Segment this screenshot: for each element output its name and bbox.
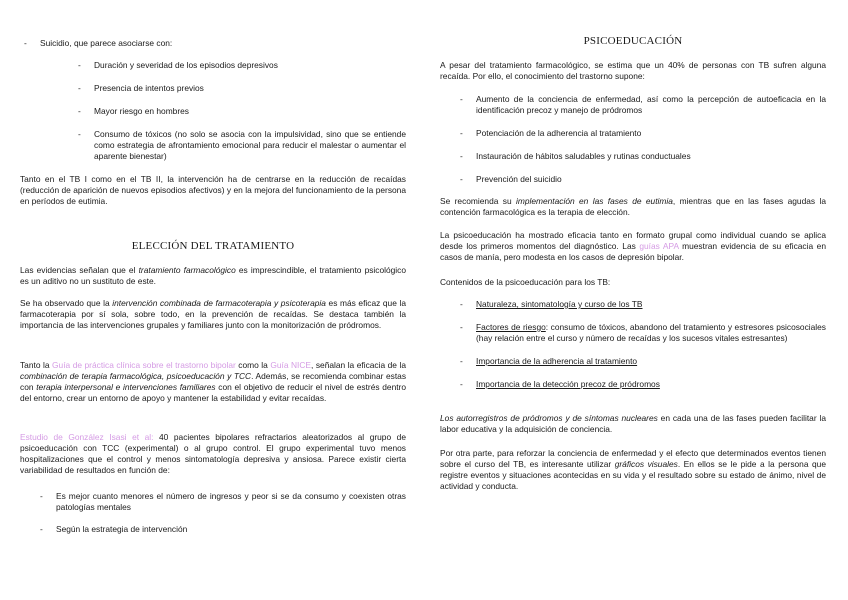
heading-eleccion-tratamiento: ELECCIÓN DEL TRATAMIENTO [131, 240, 295, 252]
supone-list [440, 94, 826, 185]
paragraph-guia: Tanto la Guía de práctica clínica sobre el trastorno bipolar como la Guía NICE, señalan la eficacia de la combinación de terapia farmacológica, psicoeducación y TCC. Además, se recomienda combinar estas con terapia interpersonal e intervenciones familiares con el objetivo de reducir el nivel de estrés dentro del entorno, crear un entorno de apoyo y mantener la estabilidad y evitar recaídas. [20, 360, 407, 403]
bullet: - [460, 322, 463, 332]
bullet: - [78, 83, 81, 93]
list-item-title: Factores de riesgo [476, 322, 546, 332]
list-item [78, 60, 406, 71]
list-item [460, 356, 826, 367]
results-list [20, 491, 406, 535]
list-item [460, 94, 826, 116]
bullet: - [460, 94, 463, 104]
list-item-text: Presencia de intentos previos [94, 83, 204, 93]
bullet: - [40, 491, 43, 501]
link-guia-nice[interactable]: Guía NICE [270, 360, 312, 370]
list-item [460, 299, 826, 310]
list-item-text: Mayor riesgo en hombres [94, 106, 189, 116]
bullet: - [460, 128, 463, 138]
link-estudio-gonzalez-isasi[interactable]: Estudio de González Isasi et al: [20, 432, 154, 442]
bullet: - [460, 379, 463, 389]
list-item-text: Aumento de la conciencia de enfermedad, así como la percepción de autoeficacia en la identificación precoz y manejo de pródromos [476, 94, 826, 115]
list-item [78, 129, 406, 162]
link-guias-apa[interactable]: guías APA [639, 241, 679, 251]
list-item-title: Importancia de la adherencia al tratamiento [476, 356, 638, 366]
suicide-list [20, 38, 406, 49]
paragraph-mostrado: La psicoeducación ha mostrado eficacia tanto en formato grupal como individual cuando se aplica desde los primeros momentos del diagnóstico. Las guías APA muestran evidencia de su eficacia en casos de manía, pero modesta en los casos de depresión bipolar. [440, 230, 826, 262]
bullet: - [460, 151, 463, 161]
list-item [460, 174, 826, 185]
list-item [78, 83, 406, 94]
paragraph-observado: Se ha observado que la intervención combinada de farmacoterapia y psicoterapia es más eficaz que la farmacoterapia por sí sola, sobre todo, en la prevención de recaídas. Se destaca también la importancia de las intervenciones grupales y familiares junto con la monitorización de pródromos. [20, 298, 407, 330]
bullet: - [24, 38, 27, 48]
list-item-text: Es mejor cuanto menores el número de ingresos y peor si se da consumo y coexisten otras patologías mentales [56, 491, 406, 512]
list-item [460, 128, 826, 139]
bullet: - [78, 60, 81, 70]
heading-psicoeducacion: PSICOEDUCACIÓN [583, 35, 683, 47]
list-item-text: Potenciación de la adherencia al tratamiento [476, 128, 642, 138]
list-item-text: Según la estrategia de intervención [56, 524, 188, 534]
paragraph-graficos: Por otra parte, para reforzar la conciencia de enfermedad y el efecto que determinados eventos tienen sobre el curso del TB, es interesante utilizar gráficos visuales. En ellos se le pide a la persona que registre eventos y situaciones acontecidas en su vida y el resultado sobre su estado de ánimo, nivel de actividad y conducta. [440, 448, 826, 491]
paragraph-tb: Tanto en el TB I como en el TB II, la intervención ha de centrarse en la reducción de recaídas (reducción de aparición de nuevos episodios afectivos) y en la mejora del funcionamiento de la persona en períodos de eutimia. [20, 174, 406, 206]
link-guia-practica-clinica[interactable]: Guía de práctica clínica sobre el trastorno bipolar [52, 360, 236, 370]
list-item [460, 379, 826, 390]
paragraph-contenidos: Contenidos de la psicoeducación para los TB: [440, 277, 611, 287]
list-item [40, 524, 406, 535]
list-item-text: Prevención del suicidio [476, 174, 562, 184]
bullet: - [78, 129, 81, 139]
suicide-sublist [20, 60, 406, 162]
bullet: - [460, 299, 463, 309]
bullet: - [460, 356, 463, 366]
list-item: - Factores de riesgo: consumo de tóxicos, abandono del tratamiento y estresores psicosociales (hay relación entre el curso y número de recaídas y los sucesos vitales estresantes) [460, 322, 826, 343]
list-item [40, 491, 406, 513]
paragraph-recomienda: Se recomienda su implementación en las fases de eutimia, mientras que en las fases agudas la contención farmacológica es la terapia de elección. [440, 196, 826, 217]
paragraph-evidencias: Las evidencias señalan que el tratamiento farmacológico es imprescindible, el tratamiento psicológico es un aditivo no un sustituto de este. [20, 265, 406, 286]
list-item-title: Naturaleza, sintomatología y curso de los TB [476, 299, 643, 309]
list-item [24, 38, 406, 49]
list-item-text: Suicidio, que parece asociarse con: [40, 38, 173, 48]
list-item [460, 151, 826, 162]
list-item-text: Duración y severidad de los episodios depresivos [94, 60, 278, 70]
bullet: - [40, 524, 43, 534]
bullet: - [78, 106, 81, 116]
paragraph-estudio: Estudio de González Isasi et al: 40 pacientes bipolares refractarios aleatorizados al grupo de psicoeducación con TCC (experimental) o al grupo control. El grupo experimental tuvo menos hospitalizaciones que el control y menos sintomatología depresiva y ansiosa. Parece existir cierta variabilidad de resultados en función de: [20, 432, 406, 475]
paragraph-intro: A pesar del tratamiento farmacológico, se estima que un 40% de personas con TB sufren alguna recaída. Por ello, el conocimiento del trastorno supone: [440, 60, 826, 81]
paragraph-autorregistros: Los autorregistros de pródromos y de síntomas nucleares en cada una de las fases pueden facilitar la labor educativa y la adquisición de conciencia. [440, 413, 826, 434]
bullet: - [460, 174, 463, 184]
list-item [78, 106, 406, 117]
list-item-text: Instauración de hábitos saludables y rutinas conductuales [476, 151, 691, 161]
contenidos-list [440, 299, 826, 390]
list-item-text: Consumo de tóxicos (no solo se asocia con la impulsividad, sino que se entiende como estrategia de afrontamiento emocional para reducir el malestar o aumentar el aparente bienestar) [94, 129, 406, 161]
list-item-title: Importancia de la detección precoz de pródromos [476, 379, 660, 389]
